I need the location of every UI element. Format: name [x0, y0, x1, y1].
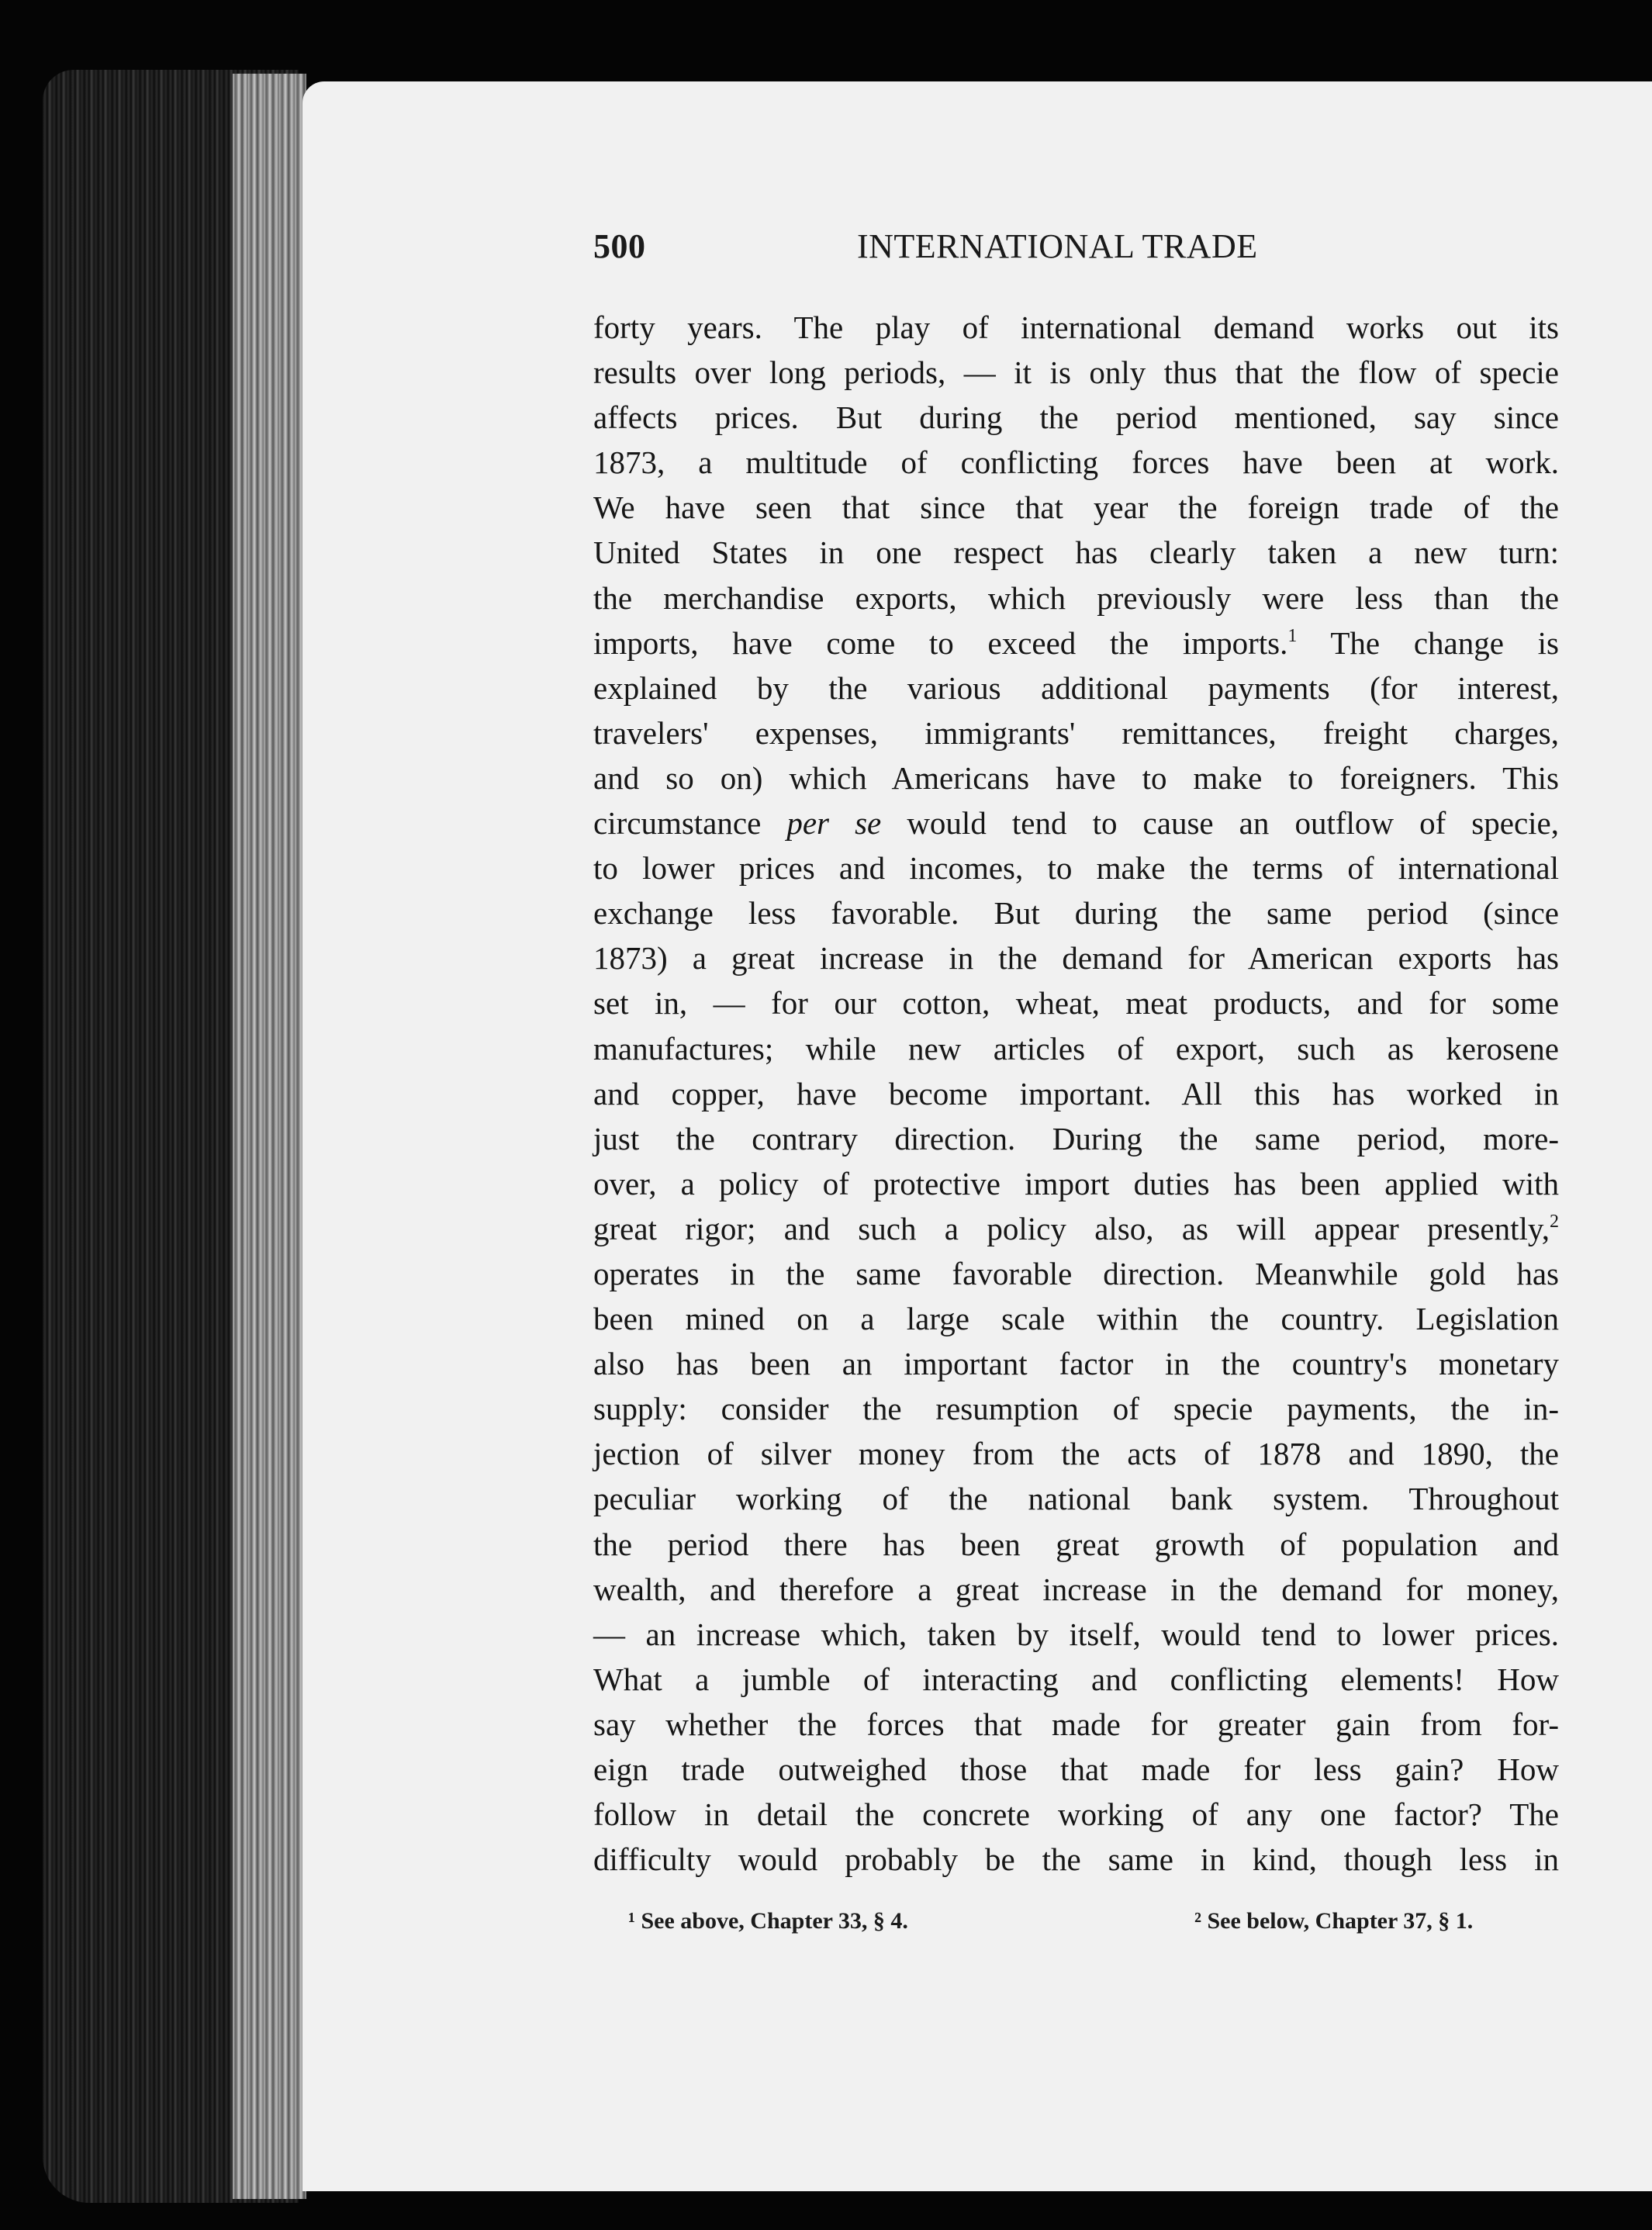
text-line: operates in the same favorable direction. Meanwhile gold has	[593, 1255, 1559, 1291]
text-line: affects prices. But during the period mentioned, say since	[593, 399, 1559, 436]
text-line: exchange less favorable. But during the same period (since	[593, 895, 1559, 932]
text-line: over, a policy of protective import duties has been applied with	[593, 1165, 1559, 1201]
text-line: manufactures; while new articles of export, such as kerosene	[593, 1030, 1559, 1067]
text-segment: great rigor; and such a policy also, as will appear presently,	[593, 1210, 1550, 1246]
text-line: United States in one respect has clearly taken a new turn:	[593, 534, 1559, 571]
text-line: 1873, a multitude of conflicting forces have been at work.	[593, 444, 1559, 481]
text-line: forty years. The play of international demand works out its	[593, 309, 1559, 345]
text-line: been mined on a large scale within the country. Legislation	[593, 1301, 1559, 1337]
footnote-2: ² See below, Chapter 37, § 1.	[1194, 1908, 1474, 1934]
text-line: the period there has been great growth of population and	[593, 1526, 1559, 1562]
body-text	[593, 305, 1559, 1882]
text-line: difficulty would probably be the same in kind, though less in	[593, 1841, 1559, 1878]
text-line: to lower prices and incomes, to make the terms of international	[593, 850, 1559, 887]
text-line-with-footnote-ref	[593, 621, 1559, 666]
footnote-1: ¹ See above, Chapter 33, § 4.	[628, 1908, 908, 1934]
text-line: and so on) which Americans have to make to foreigners. This	[593, 759, 1559, 796]
text-line: set in, — for our cotton, wheat, meat products, and for some	[593, 985, 1559, 1022]
text-line: jection of silver money from the acts of 1878 and 1890, the	[593, 1436, 1559, 1472]
text-segment: would tend to cause an outflow of specie,	[881, 805, 1559, 842]
text-line: follow in detail the concrete working of any one factor? The	[593, 1796, 1559, 1833]
text-line: We have seen that since that year the foreign trade of the	[593, 489, 1559, 526]
page-header	[593, 226, 1291, 273]
text-segment: imports, have come to exceed the imports.	[593, 624, 1288, 661]
text-line: just the contrary direction. During the same period, more-	[593, 1120, 1559, 1156]
text-line: also has been an important factor in the country's monetary	[593, 1346, 1559, 1382]
italic-phrase: per se	[786, 805, 882, 842]
text-line: supply: consider the resumption of specie payments, the in-	[593, 1391, 1559, 1427]
text-line: and copper, have become important. All this has worked in	[593, 1075, 1559, 1112]
text-line: the merchandise exports, which previously were less than the	[593, 579, 1559, 616]
text-line: eign trade outweighed those that made for less gain? How	[593, 1751, 1559, 1787]
text-segment: The change is	[1297, 624, 1559, 661]
text-line: results over long periods, — it is only thus that the flow of specie	[593, 354, 1559, 391]
text-line: peculiar working of the national bank system. Throughout	[593, 1481, 1559, 1517]
text-line: What a jumble of interacting and conflicting elements! How	[593, 1661, 1559, 1697]
text-segment: circumstance	[593, 805, 762, 842]
text-line: explained by the various additional payments (for interest,	[593, 669, 1559, 706]
text-line: say whether the forces that made for greater gain from for-	[593, 1706, 1559, 1742]
page-number: 500	[593, 227, 646, 265]
text-line: 1873) a great increase in the demand for American exports has	[593, 940, 1559, 977]
text-line: — an increase which, taken by itself, would tend to lower prices.	[593, 1616, 1559, 1652]
footnote-ref-1: 1	[1287, 625, 1298, 646]
text-line: travelers' expenses, immigrants' remittances, freight charges,	[593, 714, 1559, 751]
footnote-ref-2: 2	[1550, 1211, 1559, 1232]
running-head: INTERNATIONAL TRADE	[857, 227, 1258, 265]
text-line: wealth, and therefore a great increase in the demand for money,	[593, 1571, 1559, 1607]
text-line-with-footnote-ref	[593, 1206, 1559, 1251]
book-page-edges-highlight	[233, 74, 306, 2199]
footnotes	[628, 1908, 1543, 1947]
text-line-with-italic	[593, 800, 1559, 845]
